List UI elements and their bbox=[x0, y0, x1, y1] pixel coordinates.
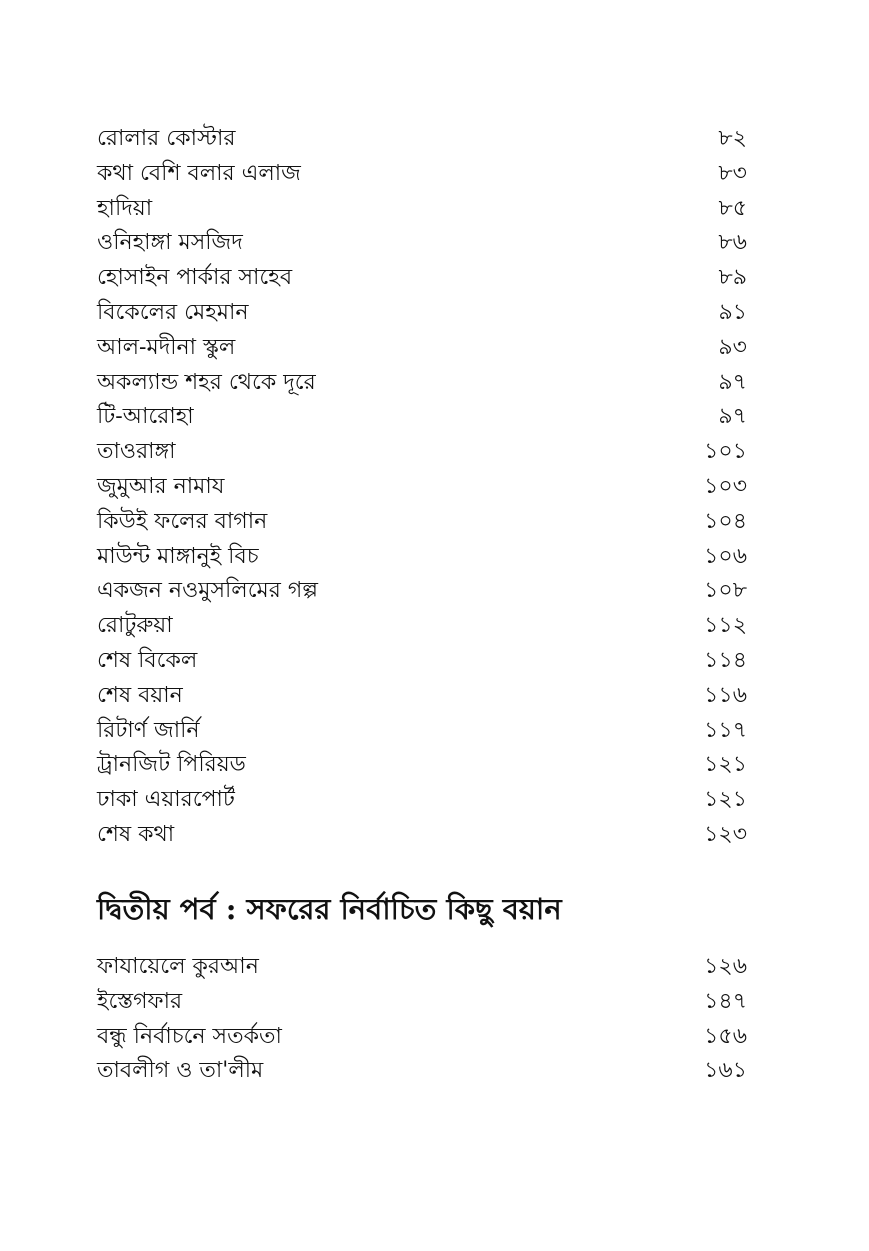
toc-entry-page: ৮৬ bbox=[718, 230, 747, 256]
toc-entry-page: ৮২ bbox=[718, 126, 747, 151]
toc-entry bbox=[97, 714, 747, 749]
toc-entry-title: শেষ কথা bbox=[97, 821, 175, 847]
toc-entry-page: ১২১ bbox=[704, 787, 747, 813]
toc-entry bbox=[97, 122, 747, 157]
toc-entry bbox=[97, 192, 747, 227]
toc-entry bbox=[97, 783, 747, 818]
toc-entry bbox=[97, 226, 747, 261]
toc-entry-title: ওনিহাঙ্গা মসজিদ bbox=[97, 230, 243, 256]
toc-entry bbox=[97, 1020, 747, 1055]
toc-entry-page: ৯৭ bbox=[718, 369, 747, 395]
toc-entry bbox=[97, 644, 747, 679]
toc-entry bbox=[97, 400, 747, 435]
toc-entry-title: কথা বেশি বলার এলাজ bbox=[97, 160, 301, 186]
toc-entry-title: রোটুরুয়া bbox=[97, 613, 173, 639]
toc-entry-page: ১০১ bbox=[704, 439, 747, 465]
toc-entry bbox=[97, 679, 747, 714]
toc-entry bbox=[97, 366, 747, 401]
toc-entry-page: ১১২ bbox=[704, 613, 747, 639]
toc-entry-page: ৮৫ bbox=[718, 195, 747, 221]
toc-entry-page: ৯৩ bbox=[718, 334, 747, 360]
toc-entry-title: বন্ধু নির্বাচনে সতর্কতা bbox=[97, 1023, 282, 1049]
toc-entry bbox=[97, 157, 747, 192]
toc-entry-title: শেষ বয়ান bbox=[97, 682, 183, 708]
toc-entry bbox=[97, 296, 747, 331]
toc-entry-title: অকল্যান্ড শহর থেকে দূরে bbox=[97, 369, 316, 395]
toc-entry-page: ১০৪ bbox=[704, 508, 747, 534]
toc-entry-title: হাদিয়া bbox=[97, 195, 153, 221]
toc-entry-title: টি-আরোহা bbox=[97, 404, 194, 430]
toc-list-part-two bbox=[97, 950, 747, 1089]
toc-entry-page: ১৪৭ bbox=[704, 988, 747, 1014]
toc-entry-page: ১১৪ bbox=[704, 647, 747, 673]
toc-entry-title: ফাযায়েলে কুরআন bbox=[97, 954, 259, 979]
toc-entry-page: ১০৬ bbox=[704, 543, 747, 569]
toc-entry bbox=[97, 950, 747, 985]
toc-entry bbox=[97, 985, 747, 1020]
toc-entry-page: ১০৩ bbox=[704, 473, 747, 499]
toc-entry bbox=[97, 261, 747, 296]
toc-entry-page: ১১৭ bbox=[704, 717, 747, 743]
toc-entry-title: কিউই ফলের বাগান bbox=[97, 508, 268, 534]
toc-entry-page: ১২৬ bbox=[704, 954, 747, 979]
toc-entry-title: মাউন্ট মাঙ্গানুই বিচ bbox=[97, 543, 259, 569]
toc-entry bbox=[97, 748, 747, 783]
toc-entry bbox=[97, 470, 747, 505]
toc-entry-title: ঢাকা এয়ারপোর্ট bbox=[97, 787, 235, 813]
toc-entry-title: তাবলীগ ও তা'লীম bbox=[97, 1058, 264, 1084]
toc-entry bbox=[97, 505, 747, 540]
toc-entry bbox=[97, 818, 747, 853]
toc-entry bbox=[97, 435, 747, 470]
toc-entry-page: ৮৩ bbox=[718, 160, 747, 186]
toc-entry-title: তাওরাঙ্গা bbox=[97, 439, 176, 465]
toc-entry-title: আল-মদীনা স্কুল bbox=[97, 334, 236, 360]
toc-entry-page: ১১৬ bbox=[704, 682, 747, 708]
toc-entry-title: শেষ বিকেল bbox=[97, 647, 198, 673]
toc-entry bbox=[97, 609, 747, 644]
toc-entry-title: ইস্তেগফার bbox=[97, 988, 183, 1014]
toc-entry-page: ৯৭ bbox=[718, 404, 747, 430]
toc-entry bbox=[97, 331, 747, 366]
toc-entry-title: ট্রানজিট পিরিয়ড bbox=[97, 752, 246, 778]
part-two-heading: দ্বিতীয় পর্ব : সফরের নির্বাচিত কিছু বয়ান bbox=[97, 892, 562, 926]
toc-entry-page: ১২১ bbox=[704, 752, 747, 778]
toc-list-part-one bbox=[97, 122, 747, 853]
toc-entry-title: একজন নওমুসলিমের গল্প bbox=[97, 578, 318, 604]
toc-entry-page: ১৫৬ bbox=[704, 1023, 747, 1049]
toc-entry bbox=[97, 540, 747, 575]
toc-entry-title: বিকেলের মেহমান bbox=[97, 299, 249, 325]
toc-entry-title: হোসাইন পার্কার সাহেব bbox=[97, 265, 293, 291]
toc-entry-title: জুমুআর নামায bbox=[97, 473, 225, 499]
toc-entry-page: ৯১ bbox=[718, 299, 747, 325]
toc-entry-page: ৮৯ bbox=[718, 265, 747, 291]
toc-entry bbox=[97, 574, 747, 609]
toc-entry-title: রোলার কোস্টার bbox=[97, 126, 236, 151]
toc-entry bbox=[97, 1054, 747, 1089]
toc-entry-page: ১০৮ bbox=[704, 578, 747, 604]
toc-entry-page: ১২৩ bbox=[704, 821, 747, 847]
toc-entry-page: ১৬১ bbox=[704, 1058, 747, 1084]
toc-entry-title: রিটার্ণ জার্নি bbox=[97, 717, 200, 743]
